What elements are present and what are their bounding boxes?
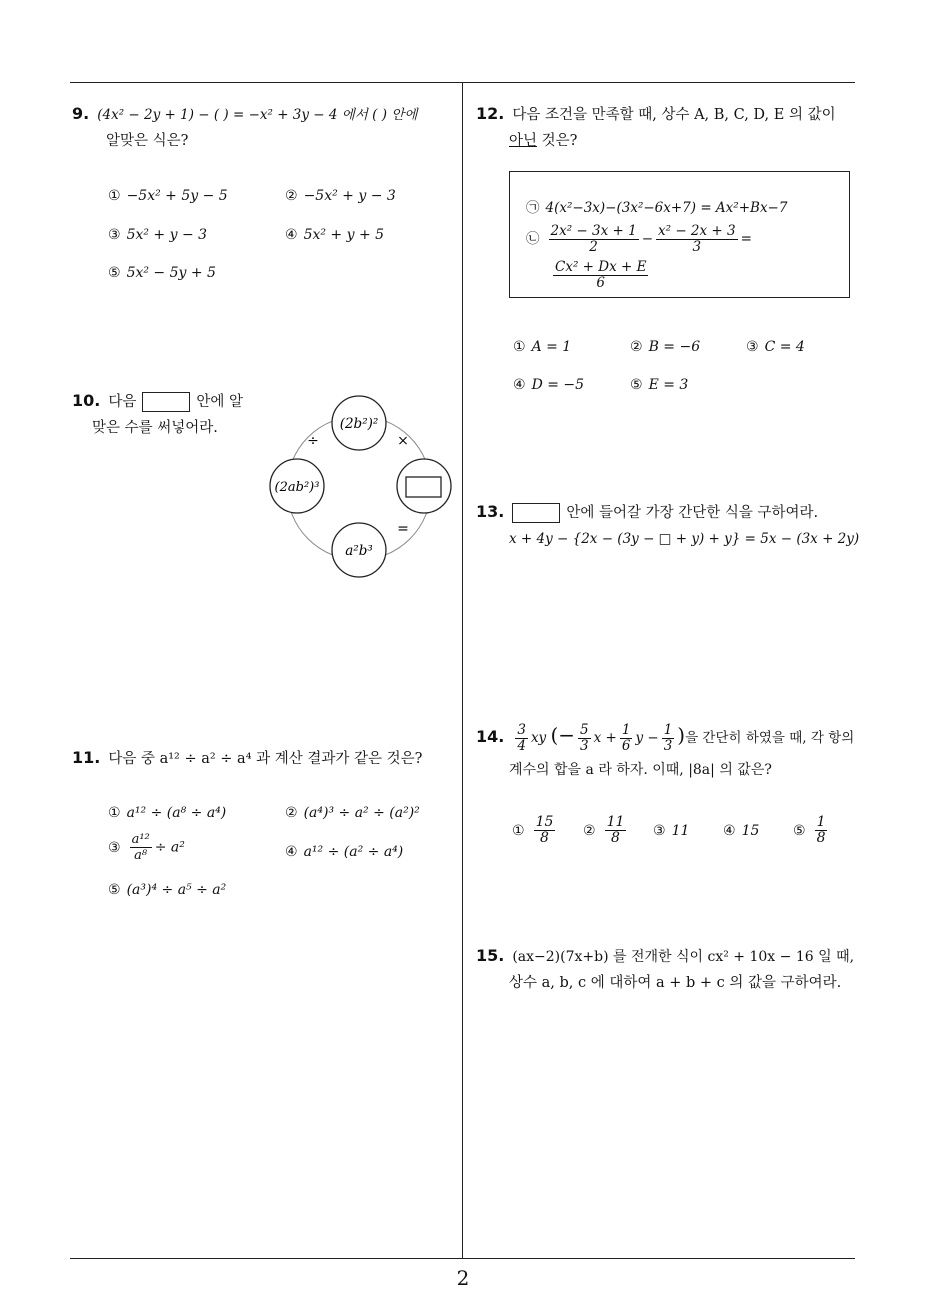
q11-option-3[interactable]: ③ $\frac{\text{a¹²}}{\text{a⁸}}$ ÷ a² xyxy=(108,832,185,863)
divide-op: ÷ xyxy=(307,433,319,449)
question-text-line2: 알맞은 식은? xyxy=(106,133,189,149)
q12-option-4[interactable]: ④ D = −5 xyxy=(513,377,585,393)
q9-option-2[interactable]: ② −5x² + y − 3 xyxy=(285,188,396,204)
question-number: 12. xyxy=(476,104,505,123)
q12-option-2[interactable]: ② B = −6 xyxy=(630,339,701,355)
answer-box[interactable] xyxy=(512,503,560,523)
q11-option-4[interactable]: ④ a¹² ÷ (a² ÷ a⁴) xyxy=(285,844,404,860)
node-top-label: (2b²)² xyxy=(339,416,379,432)
question-number: 14. xyxy=(476,727,505,746)
q9-option-3[interactable]: ③ 5x² + y − 3 xyxy=(108,227,208,243)
equation: x + 4y − {2x − (3y − □ + y) + y} = 5x − (3x + 2y) xyxy=(509,531,860,547)
condition-2-rhs: $\frac{\text{Cx² + Dx + E}}{6}$ xyxy=(555,259,647,291)
condition-box xyxy=(509,171,850,298)
q12-option-5[interactable]: ⑤ E = 3 xyxy=(630,377,689,393)
q14-option-2[interactable]: ② $\frac{11}{8}$ xyxy=(583,814,625,846)
operation-cycle-diagram xyxy=(265,395,465,580)
equals-op: = xyxy=(397,521,409,537)
question-15: 15. (ax−2)(7x+b) 를 전개한 식이 cx² + 10x − 16 일 때, 상수 a, b, c 에 대하여 a + b + c 의 값을 구하여라. xyxy=(476,946,855,991)
q11-option-1[interactable]: ① a¹² ÷ (a⁸ ÷ a⁴) xyxy=(108,805,227,821)
column-divider xyxy=(462,83,463,1259)
condition-2: ㉡ $\frac{\text{2x² − 3x + 1}}{2}$ − $\frac{\text{x² − 2x + 3}}{3}$ = xyxy=(526,223,752,255)
q11-option-5[interactable]: ⑤ (a³)⁴ ÷ a⁵ ÷ a² xyxy=(108,882,227,898)
question-14: 14. $\frac{3}{4}$ xy (− $\frac{5}{3}$ x + $\frac{1}{6}$ y − $\frac{1}{3}$ )을 간단히 하였을 때, 각 항의 계수의 합을 a 라 하자. 이때, |8a| 의 값은? xyxy=(476,722,855,778)
q14-option-5[interactable]: ⑤ $\frac{1}{8}$ xyxy=(793,814,826,846)
answer-box[interactable] xyxy=(142,392,190,412)
q12-option-1[interactable]: ① A = 1 xyxy=(513,339,572,355)
q9-option-5[interactable]: ⑤ 5x² − 5y + 5 xyxy=(108,265,216,281)
page-number: 2 xyxy=(456,1266,470,1290)
condition-1: ㉠ 4(x²−3x)−(3x²−6x+7) = Ax²+Bx−7 xyxy=(526,200,788,216)
q14-option-1[interactable]: ① $\frac{15}{8}$ xyxy=(512,814,554,846)
question-10: 10. 다음 안에 알 맞은 수를 써넣어라. xyxy=(72,391,243,436)
question-number: 15. xyxy=(476,946,505,965)
q9-option-1[interactable]: ① −5x² + 5y − 5 xyxy=(108,188,228,204)
node-bottom-label: a²b³ xyxy=(345,543,373,559)
question-11: 11. 다음 중 a¹² ÷ a² ÷ a⁴ 과 계산 결과가 같은 것은? xyxy=(72,748,423,767)
question-number: 11. xyxy=(72,748,101,767)
q14-option-4[interactable]: ④ 15 xyxy=(723,823,760,839)
question-13: 13. 안에 들어갈 가장 간단한 식을 구하여라. x + 4y − {2x − (3y − □ + y) + y} = 5x − (3x + 2y) xyxy=(476,499,861,552)
q12-option-3[interactable]: ③ C = 4 xyxy=(746,339,805,355)
q9-option-4[interactable]: ④ 5x² + y + 5 xyxy=(285,227,385,243)
question-12: 12. 다음 조건을 만족할 때, 상수 A, B, C, D, E 의 값이 아닌 것은? xyxy=(476,104,836,149)
times-op: × xyxy=(397,433,409,449)
node-left-label: (2ab²)³ xyxy=(274,480,320,495)
q14-option-3[interactable]: ③ 11 xyxy=(653,823,690,839)
q11-option-2[interactable]: ② (a⁴)³ ÷ a² ÷ (a²)² xyxy=(285,805,420,821)
question-text: (4x² − 2y + 1) − ( ) = −x² + 3y − 4 에서 ( ) 안에 xyxy=(97,107,418,123)
question-9 xyxy=(72,101,457,154)
question-number: 10. xyxy=(72,391,101,410)
answer-box xyxy=(406,477,441,497)
question-number: 9. xyxy=(72,104,90,123)
question-number: 13. xyxy=(476,502,505,521)
